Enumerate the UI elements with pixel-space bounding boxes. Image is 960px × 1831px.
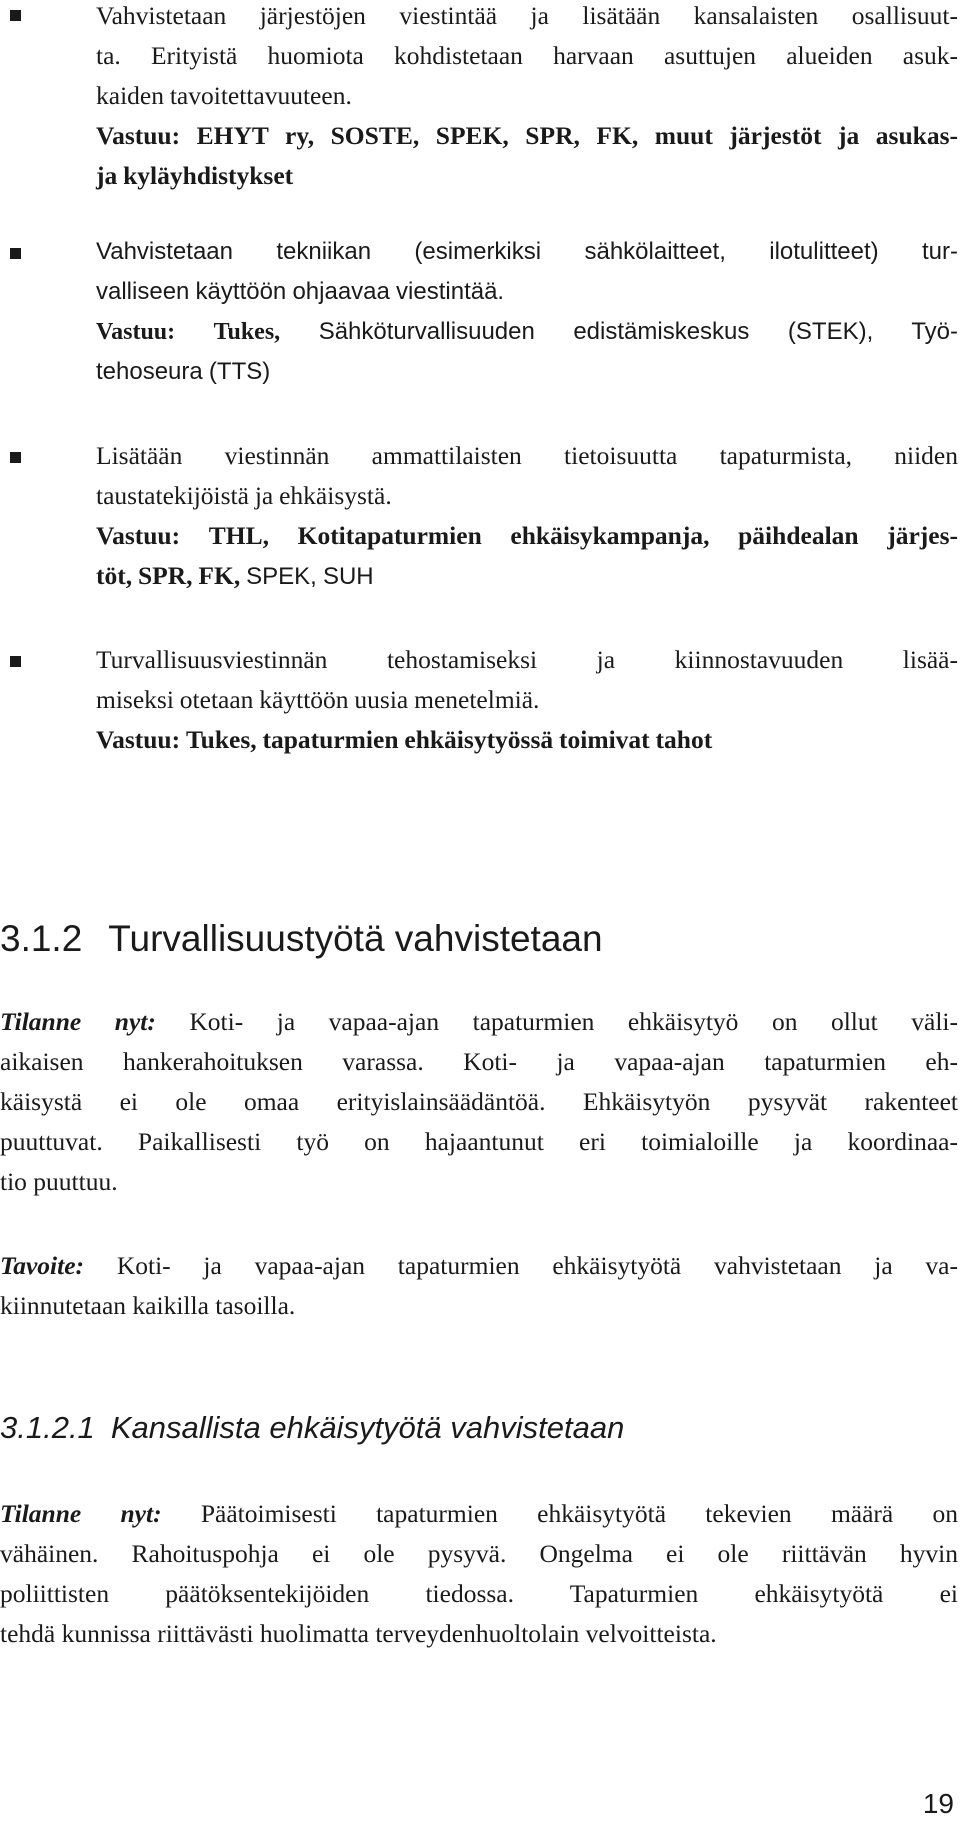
status-label: Tilanne nyt: (0, 1007, 156, 1036)
square-bullet-icon (10, 248, 21, 259)
text-line: valliseen käyttöön ohjaavaa viestintää. (96, 278, 505, 305)
list-item-text (96, 232, 958, 392)
responsibility-text: SPEK, SUH (246, 563, 374, 590)
text-line: aikaisen hankerahoituksen varassa. Koti- ja vapaa-ajan tapaturmien eh- (0, 1047, 958, 1076)
section-title: Turvallisuustyötä vahvistetaan (108, 918, 603, 959)
responsibility-line (96, 720, 958, 760)
status-text: Koti- ja vapaa-ajan tapaturmien ehkäisytyö on ollut väli- (189, 1007, 958, 1036)
text-line: miseksi otetaan käyttöön uusia menetelmiä. (96, 685, 540, 714)
status-text: Päätoimisesti tapaturmien ehkäisytyötä tekevien määrä on (200, 1499, 958, 1528)
subsection-status-paragraph (0, 1494, 958, 1654)
responsibility-text: ja kyläyhdistykset (96, 161, 294, 190)
text-line: tio puuttuu. (0, 1167, 118, 1196)
responsibility-label: Vastuu: (96, 121, 181, 150)
text-line: Vahvistetaan tekniikan (esimerkiksi sähkölaitteet, ilotulitteet) tur- (96, 238, 958, 265)
responsibility-text: Sähköturvallisuuden edistämiskeskus (STEK), Työ- (318, 318, 958, 345)
goal-paragraph (0, 1246, 958, 1326)
text-line (0, 1494, 958, 1534)
responsibility-line (96, 116, 958, 156)
square-bullet-icon (10, 452, 21, 463)
text-line: taustatekijöistä ja ehkäisystä. (96, 481, 392, 510)
text-line (0, 1246, 958, 1286)
text-line: vähäinen. Rahoituspohja ei ole pysyvä. Ongelma ei ole riittävän hyvin (0, 1539, 958, 1568)
goal-text: Koti- ja vapaa-ajan tapaturmien ehkäisytyötä vahvistetaan ja va- (116, 1251, 958, 1280)
text-line: ta. Erityistä huomiota kohdistetaan harvaan asuttujen alueiden asuk- (96, 41, 958, 70)
subsection-heading (0, 1410, 624, 1446)
status-paragraph (0, 1002, 958, 1202)
responsibility-text: THL, Kotitapaturmien ehkäisykampanja, päihdealan järjes- (208, 521, 958, 550)
list-item-text (96, 0, 958, 196)
section-heading (0, 918, 603, 960)
responsibility-line (96, 312, 958, 352)
responsibility-text: Tukes, (213, 319, 281, 345)
text-line: poliittisten päätöksentekijöiden tiedossa. Tapaturmien ehkäisytyötä ei (0, 1579, 958, 1608)
text-line: Vahvistetaan järjestöjen viestintää ja lisätään kansalaisten osallisuut- (96, 1, 958, 30)
list-item-text (96, 436, 958, 597)
responsibility-label: Vastuu: (96, 725, 181, 754)
text-line: kaiden tavoitettavuuteen. (96, 81, 352, 110)
square-bullet-icon (10, 10, 21, 21)
square-bullet-icon (10, 656, 21, 667)
responsibility-label: Vastuu: (96, 521, 181, 550)
page-number: 19 (922, 1788, 954, 1819)
responsibility-line (96, 556, 958, 597)
status-label: Tilanne nyt: (0, 1499, 162, 1528)
text-line (0, 1002, 958, 1042)
text-line: puuttuvat. Paikallisesti työ on hajaantunut eri toimialoille ja koordinaa- (0, 1127, 958, 1156)
responsibility-text: EHYT ry, SOSTE, SPEK, SPR, FK, muut järjestöt ja asukas- (196, 121, 959, 150)
list-item-text (96, 640, 958, 760)
section-number: 3.1.2 (0, 918, 83, 959)
responsibility-text: Tukes, tapaturmien ehkäisytyössä toimivat tahot (185, 725, 713, 754)
text-line: Lisätään viestinnän ammattilaisten tietoisuutta tapaturmista, niiden (96, 441, 958, 470)
text-line: käisystä ei ole omaa erityislainsäädäntöä. Ehkäisytyön pysyvät rakenteet (0, 1087, 958, 1116)
goal-label: Tavoite: (0, 1251, 85, 1280)
subsection-number: 3.1.2.1 (0, 1410, 95, 1445)
responsibility-line (96, 156, 958, 196)
subsection-title: Kansallista ehkäisytyötä vahvistetaan (110, 1410, 625, 1445)
text-line: kiinnutetaan kaikilla tasoilla. (0, 1291, 296, 1320)
responsibility-line (96, 516, 958, 556)
responsibility-label: Vastuu: (96, 319, 176, 345)
responsibility-line (96, 352, 958, 392)
responsibility-text: tehoseura (TTS) (96, 358, 271, 385)
responsibility-text: töt, SPR, FK, (96, 561, 241, 590)
text-line: tehdä kunnissa riittävästi huolimatta terveydenhuoltolain velvoitteista. (0, 1619, 717, 1648)
text-line: Turvallisuusviestinnän tehostamiseksi ja kiinnostavuuden lisää- (96, 645, 958, 674)
